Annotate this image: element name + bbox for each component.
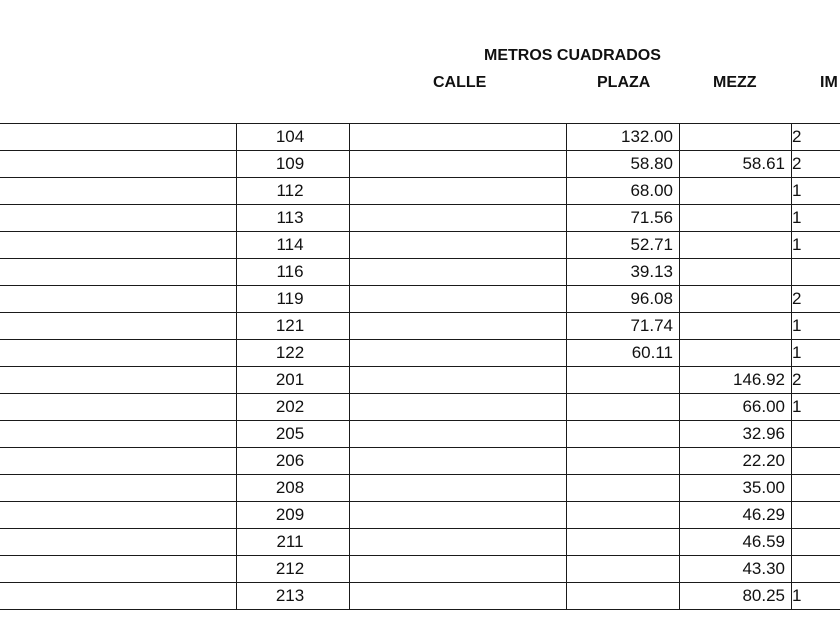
unit-number-cell: 109 <box>237 151 350 178</box>
unit-number-cell: 206 <box>237 448 350 475</box>
row-label-cell <box>0 205 237 232</box>
column-header-mezz: MEZZ <box>713 74 757 91</box>
row-label-cell <box>0 367 237 394</box>
table-row <box>0 367 840 394</box>
im-cell: 2 <box>792 286 840 313</box>
unit-number-cell: 112 <box>237 178 350 205</box>
row-label-cell <box>0 529 237 556</box>
im-cell: 1 <box>792 232 840 259</box>
calle-cell <box>350 367 567 394</box>
im-cell: 1 <box>792 583 840 610</box>
table-row <box>0 259 840 286</box>
calle-cell <box>350 232 567 259</box>
plaza-cell: 68.00 <box>567 178 680 205</box>
unit-number-cell: 208 <box>237 475 350 502</box>
row-label-cell <box>0 340 237 367</box>
unit-number-cell: 211 <box>237 529 350 556</box>
im-cell: 2 <box>792 367 840 394</box>
row-label-cell <box>0 583 237 610</box>
unit-number-cell: 212 <box>237 556 350 583</box>
mezz-cell: 46.29 <box>680 502 792 529</box>
im-cell: 1 <box>792 205 840 232</box>
unit-number-cell: 202 <box>237 394 350 421</box>
plaza-cell <box>567 367 680 394</box>
calle-cell <box>350 556 567 583</box>
calle-cell <box>350 448 567 475</box>
mezz-cell <box>680 259 792 286</box>
calle-cell <box>350 394 567 421</box>
mezz-cell <box>680 205 792 232</box>
column-header-calle: CALLE <box>433 74 487 91</box>
table-row <box>0 475 840 502</box>
im-cell <box>792 529 840 556</box>
plaza-cell <box>567 448 680 475</box>
mezz-cell: 66.00 <box>680 394 792 421</box>
row-label-cell <box>0 259 237 286</box>
plaza-cell <box>567 421 680 448</box>
mezz-cell <box>680 313 792 340</box>
table-row <box>0 178 840 205</box>
im-cell <box>792 448 840 475</box>
plaza-cell: 71.56 <box>567 205 680 232</box>
row-label-cell <box>0 286 237 313</box>
plaza-cell <box>567 583 680 610</box>
calle-cell <box>350 151 567 178</box>
column-header-plaza: PLAZA <box>597 74 651 91</box>
table-row <box>0 556 840 583</box>
plaza-cell: 58.80 <box>567 151 680 178</box>
table-row <box>0 205 840 232</box>
plaza-cell <box>567 556 680 583</box>
calle-cell <box>350 124 567 151</box>
table-row <box>0 313 840 340</box>
im-cell: 1 <box>792 340 840 367</box>
calle-cell <box>350 502 567 529</box>
unit-number-cell: 121 <box>237 313 350 340</box>
plaza-cell: 60.11 <box>567 340 680 367</box>
im-cell <box>792 502 840 529</box>
mezz-cell <box>680 340 792 367</box>
table-row <box>0 232 840 259</box>
row-label-cell <box>0 178 237 205</box>
table-row <box>0 286 840 313</box>
table-row <box>0 583 840 610</box>
table-row <box>0 151 840 178</box>
unit-number-cell: 205 <box>237 421 350 448</box>
row-label-cell <box>0 232 237 259</box>
mezz-cell: 43.30 <box>680 556 792 583</box>
calle-cell <box>350 259 567 286</box>
mezz-cell: 46.59 <box>680 529 792 556</box>
mezz-cell: 58.61 <box>680 151 792 178</box>
calle-cell <box>350 340 567 367</box>
unit-number-cell: 104 <box>237 124 350 151</box>
table-row <box>0 394 840 421</box>
calle-cell <box>350 313 567 340</box>
table-row <box>0 448 840 475</box>
unit-number-cell: 122 <box>237 340 350 367</box>
im-cell <box>792 475 840 502</box>
im-cell <box>792 556 840 583</box>
plaza-cell: 71.74 <box>567 313 680 340</box>
unit-number-cell: 116 <box>237 259 350 286</box>
plaza-cell <box>567 394 680 421</box>
mezz-cell: 22.20 <box>680 448 792 475</box>
plaza-cell <box>567 529 680 556</box>
table-row <box>0 502 840 529</box>
plaza-cell: 132.00 <box>567 124 680 151</box>
row-label-cell <box>0 394 237 421</box>
calle-cell <box>350 286 567 313</box>
unit-number-cell: 119 <box>237 286 350 313</box>
plaza-cell: 39.13 <box>567 259 680 286</box>
unit-number-cell: 113 <box>237 205 350 232</box>
row-label-cell <box>0 313 237 340</box>
calle-cell <box>350 421 567 448</box>
column-header-im: IM <box>820 74 838 91</box>
mezz-cell <box>680 286 792 313</box>
im-cell: 2 <box>792 151 840 178</box>
mezz-cell: 146.92 <box>680 367 792 394</box>
calle-cell <box>350 205 567 232</box>
mezz-cell: 80.25 <box>680 583 792 610</box>
im-cell: 1 <box>792 313 840 340</box>
im-cell: 2 <box>792 124 840 151</box>
plaza-cell: 96.08 <box>567 286 680 313</box>
mezz-cell: 35.00 <box>680 475 792 502</box>
row-label-cell <box>0 475 237 502</box>
row-label-cell <box>0 556 237 583</box>
row-label-cell <box>0 502 237 529</box>
units-table-body <box>0 124 840 610</box>
row-label-cell <box>0 124 237 151</box>
calle-cell <box>350 475 567 502</box>
unit-number-cell: 114 <box>237 232 350 259</box>
calle-cell <box>350 583 567 610</box>
plaza-cell <box>567 475 680 502</box>
row-label-cell <box>0 421 237 448</box>
unit-number-cell: 213 <box>237 583 350 610</box>
plaza-cell: 52.71 <box>567 232 680 259</box>
mezz-cell: 32.96 <box>680 421 792 448</box>
metros-cuadrados-header: METROS CUADRADOS <box>484 47 661 64</box>
table-row <box>0 529 840 556</box>
im-cell <box>792 259 840 286</box>
unit-number-cell: 209 <box>237 502 350 529</box>
table-row <box>0 124 840 151</box>
row-label-cell <box>0 448 237 475</box>
mezz-cell <box>680 124 792 151</box>
mezz-cell <box>680 232 792 259</box>
plaza-cell <box>567 502 680 529</box>
mezz-cell <box>680 178 792 205</box>
units-table <box>0 123 840 610</box>
table-row <box>0 340 840 367</box>
im-cell <box>792 421 840 448</box>
row-label-cell <box>0 151 237 178</box>
im-cell: 1 <box>792 394 840 421</box>
unit-number-cell: 201 <box>237 367 350 394</box>
calle-cell <box>350 529 567 556</box>
calle-cell <box>350 178 567 205</box>
im-cell: 1 <box>792 178 840 205</box>
table-row <box>0 421 840 448</box>
